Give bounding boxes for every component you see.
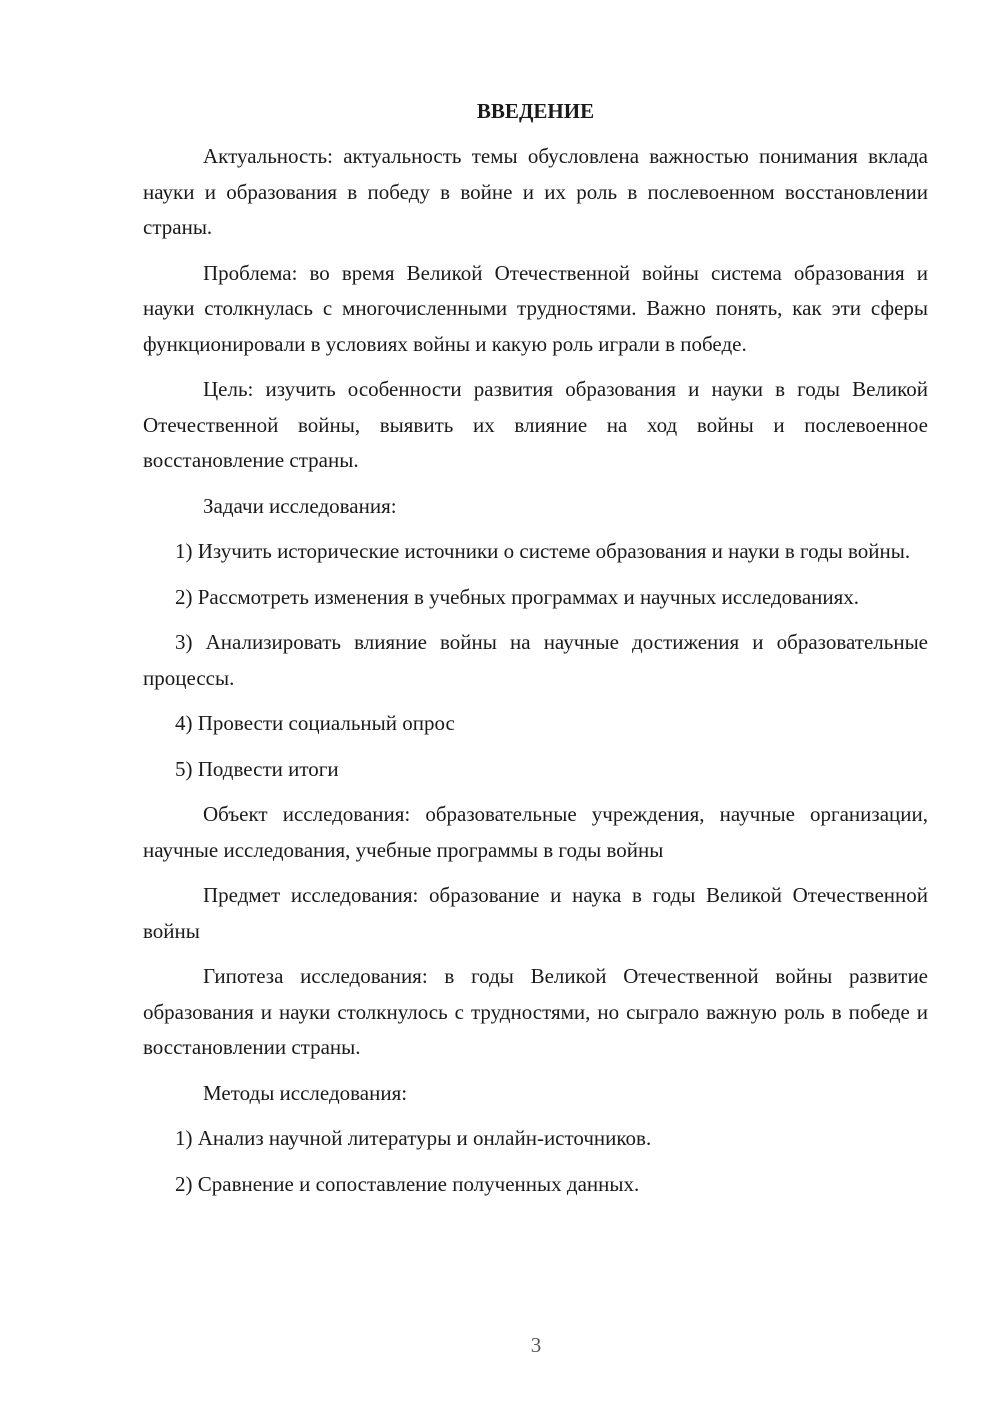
method-item: 2) Сравнение и сопоставление полученных данных. — [175, 1171, 640, 1196]
paragraph-relevance: Актуальность: актуальность темы обусловлена важностью понимания вклада науки и образования в победу в войне и их роль в послевоенном восстановлении страны. — [143, 144, 928, 239]
paragraph-hypothesis: Гипотеза исследования: в годы Великой Отечественной войны развитие образования и науки столкнулось с трудностями, но сыграло важную роль в победе и восстановлении страны. — [143, 964, 928, 1059]
task-item: 4) Провести социальный опрос — [175, 711, 455, 735]
paragraph-goal: Цель: изучить особенности развития образования и науки в годы Великой Отечественной войны, выявить их влияние на ход войны и послевоенное восстановление страны. — [143, 377, 928, 472]
methods-heading: Методы исследования: — [203, 1080, 408, 1105]
method-item: 1) Анализ научной литературы и онлайн-источников. — [175, 1126, 652, 1150]
document-page — [143, 94, 928, 1212]
page-title: ВВЕДЕНИЕ — [476, 99, 595, 123]
task-item: 1) Изучить исторические источники о системе образования и науки в годы войны. — [175, 539, 911, 563]
paragraph-subject: Предмет исследования: образование и наука в годы Великой Отечественной войны — [143, 883, 928, 943]
paragraph-problem: Проблема: во время Великой Отечественной войны система образования и науки столкнулась с многочисленными трудностями. Важно понять, как эти сферы функционировали в условиях войны и какую роль играли в победе. — [143, 260, 928, 356]
tasks-heading: Задачи исследования: — [203, 493, 397, 518]
page-number: 3 — [530, 1333, 542, 1357]
task-item: 2) Рассмотреть изменения в учебных программах и научных исследованиях. — [175, 584, 860, 609]
paragraph-object: Объект исследования: образовательные учреждения, научные организации, научные исследования, учебные программы в годы войны — [143, 802, 928, 862]
task-item: 5) Подвести итоги — [175, 756, 339, 781]
task-item: 3) Анализировать влияние войны на научные достижения и образовательные процессы. — [143, 630, 928, 690]
